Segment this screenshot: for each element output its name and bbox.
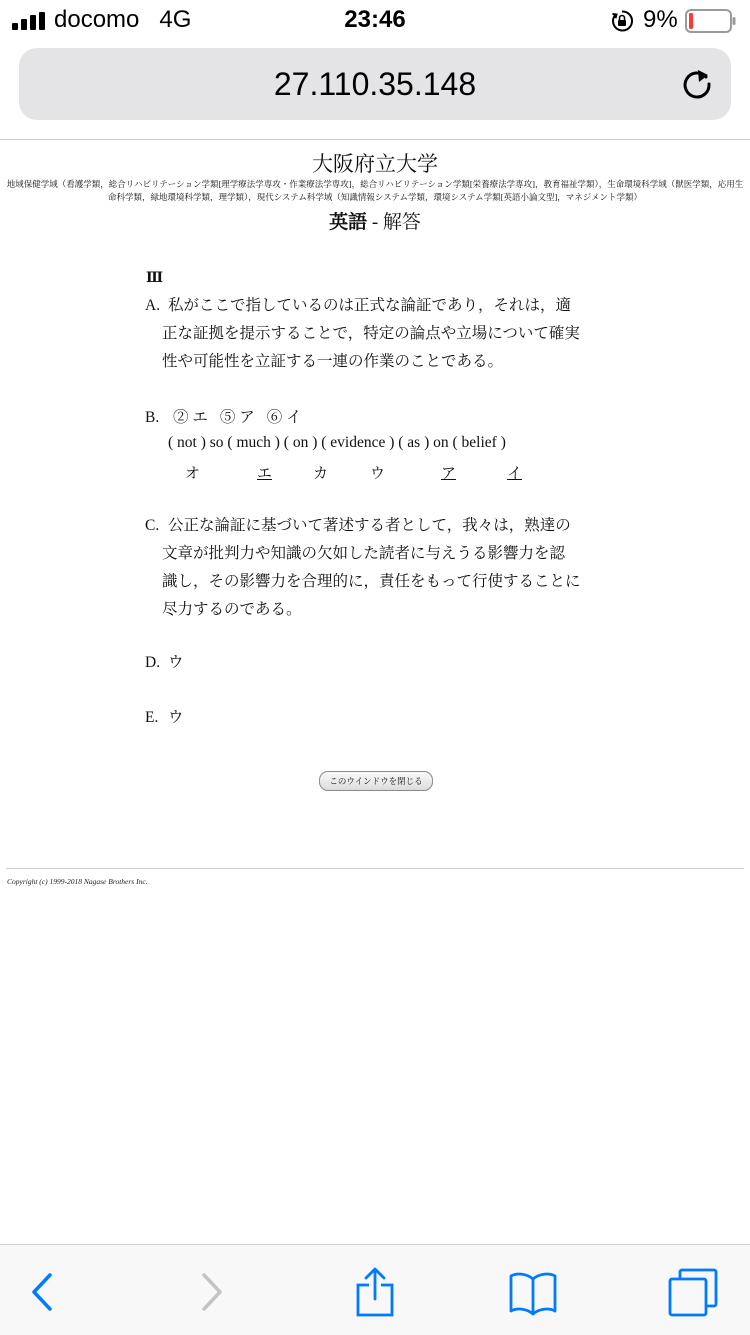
answer-line [145, 292, 595, 320]
battery-percent: 9% [643, 6, 678, 33]
answer-label: E. [145, 709, 159, 726]
page-title [0, 207, 750, 234]
answer-value: ウ [168, 709, 184, 726]
copyright-text: Copyright (c) 1999-2018 Nagase Brothers Inc. [7, 877, 148, 886]
answer-a [145, 292, 595, 376]
answer-b-key: ア [441, 466, 457, 482]
answer-line: 尽力するのである。 [162, 601, 302, 618]
tabs-icon[interactable] [668, 1267, 718, 1317]
answer-b-item: ⑥ イ [266, 409, 302, 426]
answer-label: C. [145, 517, 160, 534]
top-divider [0, 139, 750, 140]
faculties-line: 地域保健学域（看護学類，総合リハビリテーション学類[理学療法学専攻・作業療法学専攻]，総合リハビリテーション学類[栄養療法学専攻]，教育福祉学類），生命環境科学域（獣医学類，応用生 [6, 179, 744, 189]
answer-e [145, 704, 595, 732]
answer-label: B. [145, 409, 160, 426]
answer-text: 私がここで指しているのは正式な論証であり，それは，適 [168, 297, 572, 314]
answer-b-key: ウ [370, 466, 386, 482]
answer-line: 識し，その影響力を合理的に，責任をもって行使することに [162, 573, 581, 590]
answer-line [145, 512, 595, 540]
share-icon[interactable] [350, 1267, 400, 1317]
subject-title: 英語 [329, 212, 368, 233]
answer-b-header [145, 405, 314, 427]
university-name: 大阪府立大学 [312, 152, 438, 176]
status-bar [0, 0, 750, 42]
url-text[interactable]: 27.110.35.148 [273, 66, 477, 102]
answer-value: ウ [168, 654, 184, 671]
answer-label: D. [145, 654, 161, 671]
answer-b-key: エ [257, 466, 273, 482]
battery-icon [685, 9, 737, 33]
faculties-list [6, 178, 744, 204]
section-number: Ⅲ [146, 271, 164, 286]
browser-toolbar [0, 1244, 750, 1335]
back-icon[interactable] [18, 1267, 68, 1317]
answer-line: 文章が批判力や知識の欠如した読者に与えうる影響力を認 [162, 545, 566, 562]
address-bar[interactable] [19, 48, 731, 120]
status-time: 23:46 [344, 6, 406, 33]
answer-b-key: イ [507, 466, 523, 482]
answer-b-item: ② エ [173, 409, 208, 426]
answer-b-item: ⑤ ア [219, 409, 255, 426]
answer-d [145, 649, 595, 677]
footer-divider [6, 868, 744, 869]
faculties-line: 命科学類，緑地環境科学類，理学類），現代システム科学域（知識情報システム学類，環境システム学類[英語小論文型]，マネジメント学類） [107, 192, 643, 202]
answer-c [145, 512, 595, 624]
network-type: 4G [159, 6, 192, 33]
answer-b-key: カ [313, 466, 329, 482]
title-separator: - [367, 212, 383, 233]
carrier-label: docomo [54, 6, 140, 33]
orientation-lock-icon [610, 9, 634, 33]
title-suffix: 解答 [382, 212, 421, 233]
reload-icon[interactable] [680, 67, 714, 101]
close-window-button[interactable]: このウインドウを閉じる [319, 771, 433, 791]
answer-line: 性や可能性を立証する一連の作業のことである。 [162, 353, 504, 370]
answer-text: 公正な論証に基づいて著述する者として，我々は，熟達の [168, 517, 571, 534]
answer-b-key: オ [185, 466, 201, 482]
forward-icon[interactable] [186, 1267, 236, 1317]
bookmarks-icon[interactable] [508, 1267, 558, 1317]
answer-line: 正な証拠を提示することで，特定の論点や立場について確実 [162, 325, 580, 342]
answer-b-phrase: ( not ) so ( much ) ( on ) ( evidence ) ( as ) on ( belief ) [168, 434, 506, 451]
answer-label: A. [145, 297, 161, 314]
